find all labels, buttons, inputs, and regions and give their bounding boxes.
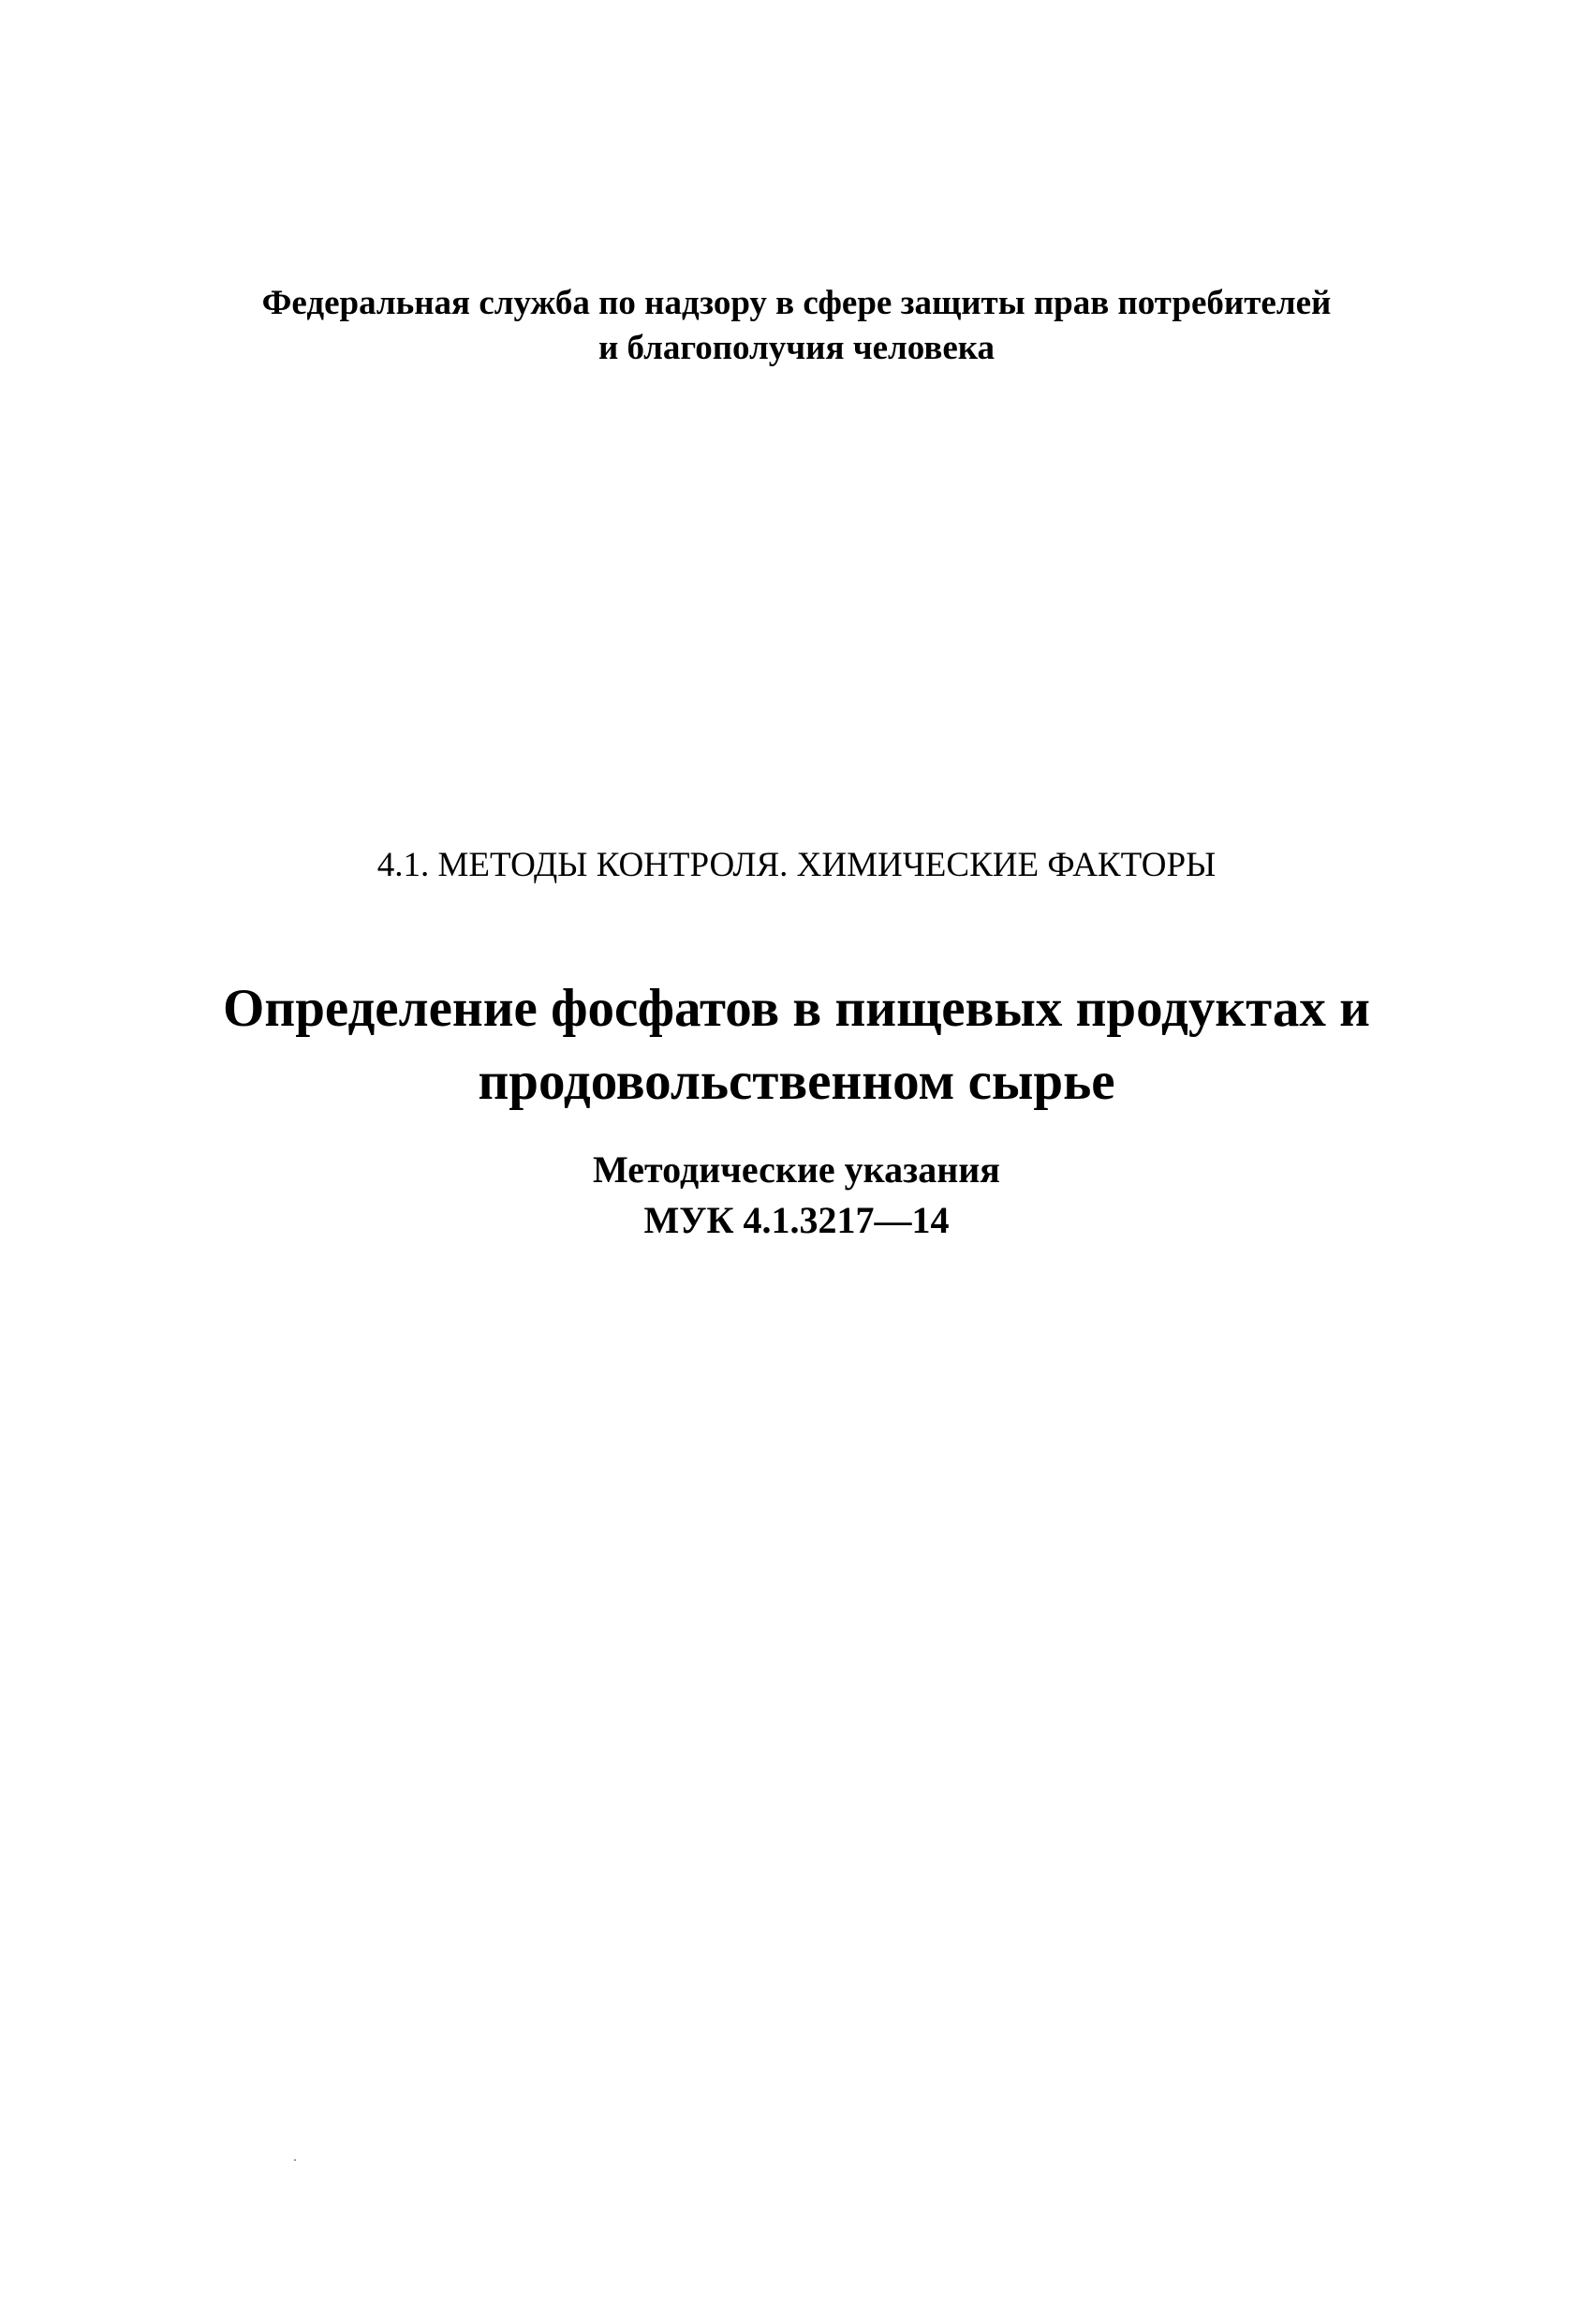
issuing-agency [0, 281, 1593, 371]
document-kind: Методические указания [593, 1148, 1000, 1191]
agency-line-1: Федеральная служба по надзору в сфере защиты прав потребителей [261, 284, 1332, 322]
scan-speck [294, 2159, 296, 2161]
title-line-1: Определение фосфатов в пищевых продуктах и [223, 979, 1370, 1038]
document-subtitle [0, 1145, 1593, 1246]
title-line-2: продовольственном сырье [478, 1052, 1115, 1111]
series-text: 4.1. МЕТОДЫ КОНТРОЛЯ. ХИМИЧЕСКИЕ ФАКТОРЫ [376, 846, 1217, 884]
series-heading [0, 843, 1593, 888]
document-title [0, 972, 1593, 1118]
document-code: МУК 4.1.3217—14 [643, 1199, 950, 1241]
agency-line-2: и благополучия человека [597, 329, 996, 367]
